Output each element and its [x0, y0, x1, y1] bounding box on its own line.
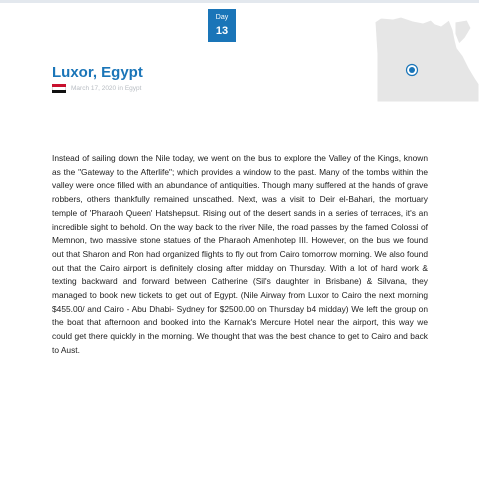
egypt-map	[371, 14, 479, 102]
egypt-flag-icon	[52, 84, 66, 93]
entry-dateline	[52, 84, 141, 93]
day-badge	[208, 9, 236, 42]
day-number: 13	[215, 25, 229, 37]
top-rule	[0, 0, 479, 3]
day-label: Day	[215, 14, 229, 21]
entry-date: March 17, 2020 in Egypt	[71, 85, 142, 92]
entry-body: Instead of sailing down the Nile today, we went on the bus to explore the Valley of the Kings, known as the "Gateway to the Afterlife"; which provides a window to the past. Many of the tombs within the valley were once filled with an abundance of antiquities. Though many suffered at the hands of grave robbers, others thankfully remained unscathed. Next, was a visit to Deir el-Bahari, the mortuary temple of 'Pharaoh Queen' Hatshepsut. Rising out of the desert sands in a series of terraces, it's an incredible sight to behold. On the way back to the river Nile, the road passes by the famed Colossi of Memnon, two massive stone statues of the Pharaoh Amenhotep III. However, on the bus we found out that Sharon and Ron had organized flights to fly out from Cairo tomorrow morning. We also found out that the Cairo airport is definitely closing after midday on Thursday. With a lot of hard work & texting backward and forward between Catherine (Sil's daughter in Brisbane) & Silvana, they managed to book new tickets to get out of Egypt. (Nile Airway from Luxor to Cairo the next morning $455.00/ and Cairo - Abu Dhabi- Sydney for $2500.00 on Thursday b4 midday) We left the group on the boat that afternoon and booked into the Karnak's Mercure Hotel near the airport, this way we could get there quickly in the morning. We thought that was the best chance to get to Cairo and back to Aust.	[52, 153, 428, 355]
location-pin-icon	[407, 65, 418, 76]
entry-title: Luxor, Egypt	[52, 64, 143, 81]
sinai-shape	[455, 20, 471, 44]
